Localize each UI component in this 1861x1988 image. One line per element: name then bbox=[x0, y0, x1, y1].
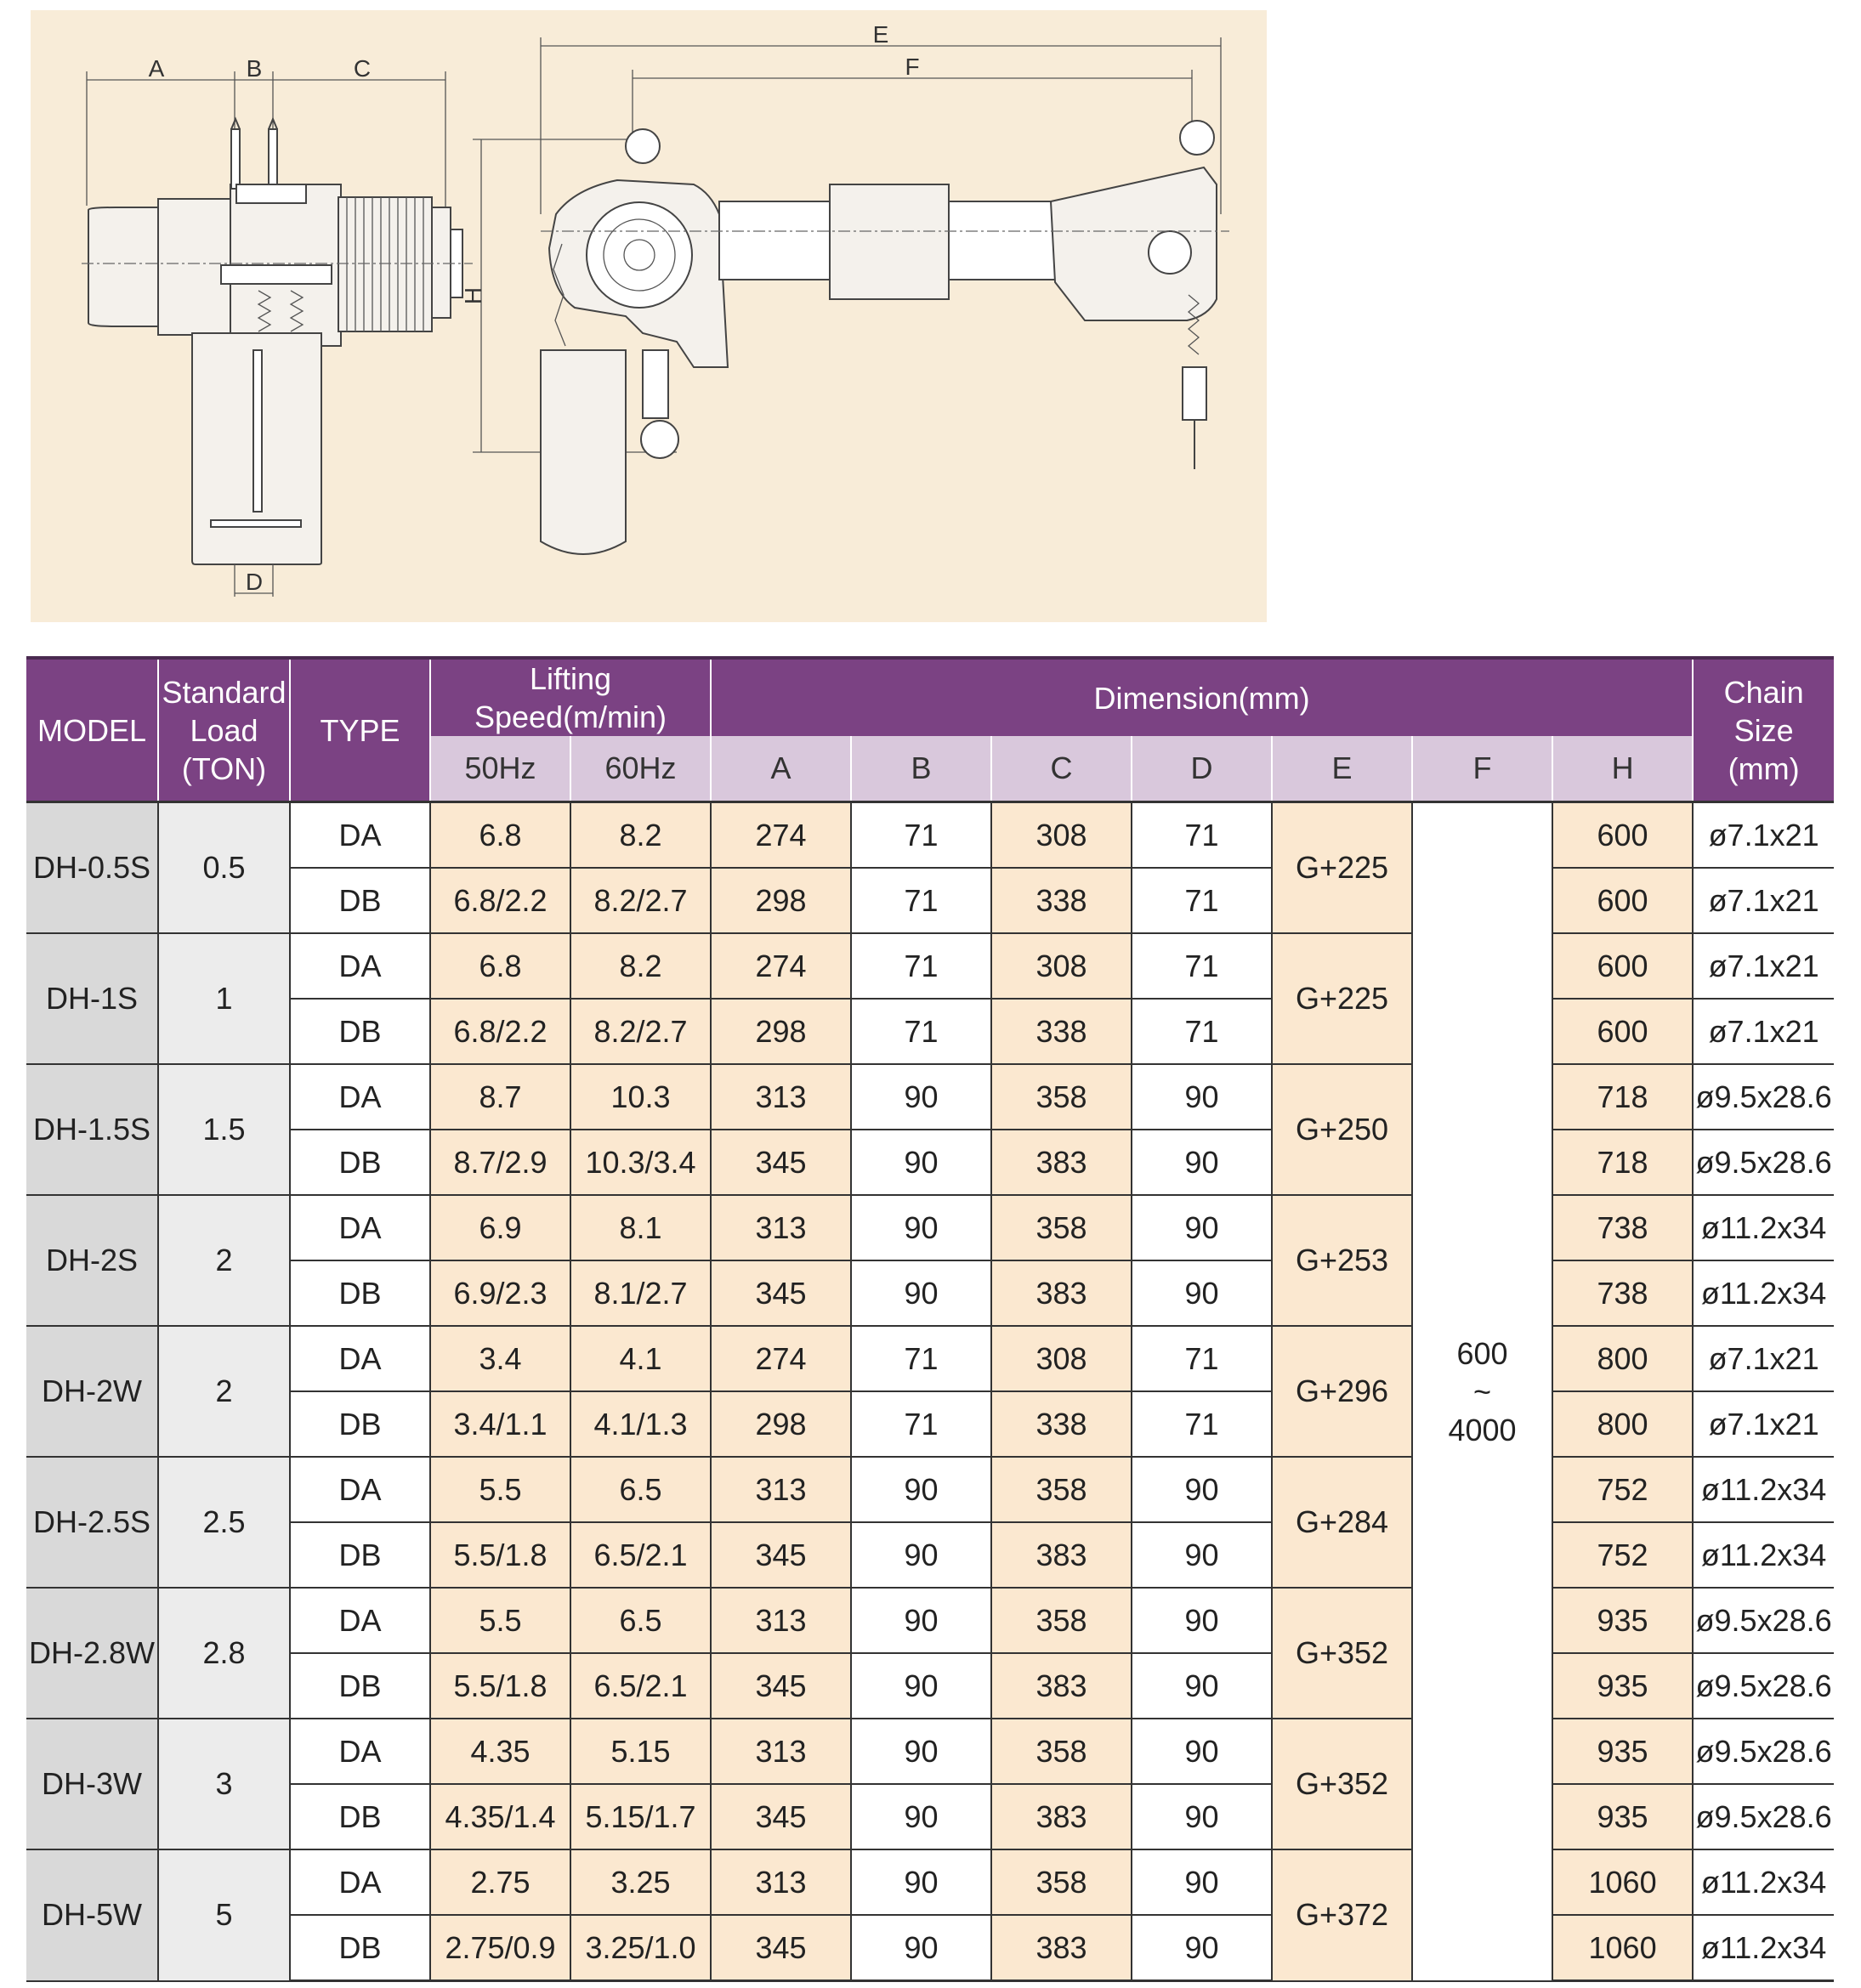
load-cell: 0.5 bbox=[158, 802, 290, 934]
type-cell: DB bbox=[290, 1522, 430, 1588]
dim-b-cell: 90 bbox=[851, 1260, 991, 1326]
header-dim-d: D bbox=[1132, 736, 1272, 802]
table-row bbox=[26, 1064, 1834, 1130]
dim-label-c: C bbox=[353, 55, 372, 82]
chain-size-cell: ø9.5x28.6 bbox=[1693, 1784, 1834, 1849]
table-row bbox=[26, 999, 1834, 1064]
speed-60hz-cell: 8.2/2.7 bbox=[570, 868, 711, 933]
dim-c-cell: 308 bbox=[991, 802, 1132, 869]
chain-size-cell: ø7.1x21 bbox=[1693, 999, 1834, 1064]
speed-50hz-cell: 5.5/1.8 bbox=[430, 1653, 570, 1719]
dim-label-a: A bbox=[148, 55, 165, 82]
dim-d-cell: 71 bbox=[1132, 868, 1272, 933]
dim-c-cell: 358 bbox=[991, 1849, 1132, 1915]
header-chain-size bbox=[1693, 658, 1834, 802]
header-dim-e: E bbox=[1272, 736, 1412, 802]
dim-c-cell: 383 bbox=[991, 1784, 1132, 1849]
dim-label-h: H bbox=[460, 286, 486, 305]
model-cell: DH-2W bbox=[26, 1326, 158, 1457]
speed-60hz-cell: 5.15 bbox=[570, 1719, 711, 1784]
dim-c-cell: 383 bbox=[991, 1130, 1132, 1195]
dim-h-cell: 1060 bbox=[1552, 1915, 1693, 1981]
dim-h-cell: 718 bbox=[1552, 1064, 1693, 1130]
speed-50hz-cell: 6.9/2.3 bbox=[430, 1260, 570, 1326]
dim-label-f: F bbox=[905, 54, 920, 80]
model-cell: DH-1.5S bbox=[26, 1064, 158, 1195]
header-dim-b: B bbox=[851, 736, 991, 802]
chain-size-cell: ø9.5x28.6 bbox=[1693, 1588, 1834, 1653]
dim-e-cell: G+352 bbox=[1272, 1719, 1412, 1849]
dim-e-cell: G+250 bbox=[1272, 1064, 1412, 1195]
dim-h-cell: 600 bbox=[1552, 868, 1693, 933]
type-cell: DA bbox=[290, 1195, 430, 1260]
type-cell: DA bbox=[290, 1588, 430, 1653]
dim-h-cell: 752 bbox=[1552, 1457, 1693, 1522]
dim-c-cell: 308 bbox=[991, 1326, 1132, 1391]
dim-a-cell: 298 bbox=[711, 999, 851, 1064]
speed-60hz-cell: 8.1 bbox=[570, 1195, 711, 1260]
dim-b-cell: 90 bbox=[851, 1457, 991, 1522]
dim-b-cell: 71 bbox=[851, 1391, 991, 1457]
load-cell: 3 bbox=[158, 1719, 290, 1849]
dim-d-cell: 90 bbox=[1132, 1784, 1272, 1849]
table-row bbox=[26, 1522, 1834, 1588]
speed-60hz-cell: 3.25/1.0 bbox=[570, 1915, 711, 1981]
dim-c-cell: 358 bbox=[991, 1195, 1132, 1260]
dim-b-cell: 90 bbox=[851, 1849, 991, 1915]
type-cell: DA bbox=[290, 1064, 430, 1130]
model-cell: DH-0.5S bbox=[26, 802, 158, 934]
speed-60hz-cell: 6.5 bbox=[570, 1457, 711, 1522]
table-body bbox=[26, 802, 1834, 1981]
load-cell: 5 bbox=[158, 1849, 290, 1981]
dim-a-cell: 274 bbox=[711, 802, 851, 869]
header-chain-size-line1: Chain bbox=[1723, 674, 1804, 710]
header-standard-load bbox=[158, 658, 290, 802]
dim-b-cell: 90 bbox=[851, 1522, 991, 1588]
table-row bbox=[26, 1849, 1834, 1915]
speed-50hz-cell: 5.5/1.8 bbox=[430, 1522, 570, 1588]
header-standard-load-line1: Standard bbox=[162, 674, 287, 710]
chain-size-cell: ø7.1x21 bbox=[1693, 933, 1834, 999]
dim-c-cell: 383 bbox=[991, 1260, 1132, 1326]
dim-h-cell: 600 bbox=[1552, 933, 1693, 999]
dim-h-cell: 752 bbox=[1552, 1522, 1693, 1588]
chain-size-cell: ø11.2x34 bbox=[1693, 1849, 1834, 1915]
header-dim-f: F bbox=[1412, 736, 1552, 802]
model-cell: DH-3W bbox=[26, 1719, 158, 1849]
type-cell: DB bbox=[290, 1653, 430, 1719]
dim-c-cell: 358 bbox=[991, 1588, 1132, 1653]
speed-60hz-cell: 8.2/2.7 bbox=[570, 999, 711, 1064]
dim-h-cell: 935 bbox=[1552, 1653, 1693, 1719]
speed-50hz-cell: 2.75/0.9 bbox=[430, 1915, 570, 1981]
table-row bbox=[26, 1195, 1834, 1260]
speed-50hz-cell: 6.8/2.2 bbox=[430, 868, 570, 933]
dim-d-cell: 71 bbox=[1132, 1326, 1272, 1391]
dim-d-cell: 90 bbox=[1132, 1195, 1272, 1260]
dim-b-cell: 90 bbox=[851, 1784, 991, 1849]
dim-e-cell: G+225 bbox=[1272, 802, 1412, 934]
speed-50hz-cell: 6.8 bbox=[430, 933, 570, 999]
table-row bbox=[26, 1784, 1834, 1849]
dim-f-line: 4000 bbox=[1448, 1412, 1517, 1447]
dim-h-cell: 738 bbox=[1552, 1195, 1693, 1260]
dim-a-cell: 274 bbox=[711, 1326, 851, 1391]
speed-50hz-cell: 3.4/1.1 bbox=[430, 1391, 570, 1457]
chain-size-cell: ø7.1x21 bbox=[1693, 802, 1834, 869]
type-cell: DA bbox=[290, 802, 430, 869]
dim-c-cell: 383 bbox=[991, 1522, 1132, 1588]
type-cell: DB bbox=[290, 868, 430, 933]
header-chain-size-line3: (mm) bbox=[1728, 750, 1800, 786]
dim-f-cell bbox=[1412, 802, 1552, 1981]
chain-size-cell: ø7.1x21 bbox=[1693, 1391, 1834, 1457]
model-cell: DH-2.8W bbox=[26, 1588, 158, 1719]
dim-d-cell: 71 bbox=[1132, 933, 1272, 999]
load-cell: 2.8 bbox=[158, 1588, 290, 1719]
chain-size-cell: ø11.2x34 bbox=[1693, 1260, 1834, 1326]
speed-50hz-cell: 5.5 bbox=[430, 1588, 570, 1653]
table-row bbox=[26, 1653, 1834, 1719]
type-cell: DA bbox=[290, 933, 430, 999]
dim-a-cell: 345 bbox=[711, 1130, 851, 1195]
chain-size-cell: ø9.5x28.6 bbox=[1693, 1130, 1834, 1195]
chain-size-cell: ø9.5x28.6 bbox=[1693, 1653, 1834, 1719]
chain-size-cell: ø7.1x21 bbox=[1693, 868, 1834, 933]
header-lifting-speed: Lifting Speed(m/min) bbox=[430, 658, 711, 736]
dim-a-cell: 298 bbox=[711, 1391, 851, 1457]
speed-50hz-cell: 6.9 bbox=[430, 1195, 570, 1260]
table-row bbox=[26, 1130, 1834, 1195]
table-row bbox=[26, 868, 1834, 933]
table-row bbox=[26, 933, 1834, 999]
dim-h-cell: 718 bbox=[1552, 1130, 1693, 1195]
dim-d-cell: 90 bbox=[1132, 1915, 1272, 1981]
dim-a-cell: 313 bbox=[711, 1457, 851, 1522]
table-row bbox=[26, 1457, 1834, 1522]
dim-a-cell: 274 bbox=[711, 933, 851, 999]
type-cell: DB bbox=[290, 1915, 430, 1981]
chain-size-cell: ø11.2x34 bbox=[1693, 1457, 1834, 1522]
speed-50hz-cell: 6.8 bbox=[430, 802, 570, 869]
dim-a-cell: 345 bbox=[711, 1522, 851, 1588]
dim-label-d: D bbox=[245, 569, 264, 595]
table-row bbox=[26, 1326, 1834, 1391]
speed-60hz-cell: 10.3 bbox=[570, 1064, 711, 1130]
speed-60hz-cell: 3.25 bbox=[570, 1849, 711, 1915]
dim-a-cell: 345 bbox=[711, 1915, 851, 1981]
table-row bbox=[26, 1915, 1834, 1981]
dim-b-cell: 90 bbox=[851, 1653, 991, 1719]
type-cell: DB bbox=[290, 1260, 430, 1326]
dim-d-cell: 90 bbox=[1132, 1130, 1272, 1195]
header-dim-c: C bbox=[991, 736, 1132, 802]
header-chain-size-line2: Size bbox=[1733, 712, 1794, 748]
hoist-dimension-drawing bbox=[31, 10, 1267, 622]
dim-c-cell: 308 bbox=[991, 933, 1132, 999]
type-cell: DA bbox=[290, 1326, 430, 1391]
dim-c-cell: 338 bbox=[991, 1391, 1132, 1457]
speed-60hz-cell: 5.15/1.7 bbox=[570, 1784, 711, 1849]
type-cell: DA bbox=[290, 1719, 430, 1784]
speed-60hz-cell: 6.5/2.1 bbox=[570, 1522, 711, 1588]
table-row bbox=[26, 1588, 1834, 1653]
speed-60hz-cell: 4.1 bbox=[570, 1326, 711, 1391]
header-50hz: 50Hz bbox=[430, 736, 570, 802]
dim-h-cell: 935 bbox=[1552, 1588, 1693, 1653]
dim-f-line: ~ bbox=[1473, 1373, 1492, 1409]
dim-e-cell: G+296 bbox=[1272, 1326, 1412, 1457]
load-cell: 1 bbox=[158, 933, 290, 1064]
dim-d-cell: 71 bbox=[1132, 999, 1272, 1064]
dim-c-cell: 358 bbox=[991, 1064, 1132, 1130]
dim-a-cell: 313 bbox=[711, 1719, 851, 1784]
dim-b-cell: 90 bbox=[851, 1915, 991, 1981]
speed-50hz-cell: 2.75 bbox=[430, 1849, 570, 1915]
speed-50hz-cell: 8.7/2.9 bbox=[430, 1130, 570, 1195]
chain-size-cell: ø11.2x34 bbox=[1693, 1915, 1834, 1981]
dim-e-cell: G+352 bbox=[1272, 1588, 1412, 1719]
dim-b-cell: 90 bbox=[851, 1064, 991, 1130]
header-dim-h: H bbox=[1552, 736, 1693, 802]
dim-c-cell: 383 bbox=[991, 1653, 1132, 1719]
dim-b-cell: 90 bbox=[851, 1588, 991, 1653]
model-cell: DH-5W bbox=[26, 1849, 158, 1981]
side-view bbox=[82, 55, 473, 597]
dim-a-cell: 313 bbox=[711, 1849, 851, 1915]
speed-50hz-cell: 6.8/2.2 bbox=[430, 999, 570, 1064]
type-cell: DB bbox=[290, 999, 430, 1064]
speed-60hz-cell: 8.1/2.7 bbox=[570, 1260, 711, 1326]
type-cell: DB bbox=[290, 1784, 430, 1849]
hoist-drawing-svg bbox=[31, 10, 1267, 622]
table-row bbox=[26, 802, 1834, 869]
dim-b-cell: 71 bbox=[851, 1326, 991, 1391]
load-cell: 2 bbox=[158, 1326, 290, 1457]
type-cell: DB bbox=[290, 1130, 430, 1195]
speed-60hz-cell: 8.2 bbox=[570, 802, 711, 869]
table-row bbox=[26, 1260, 1834, 1326]
header-standard-load-line2: Load bbox=[190, 712, 258, 748]
table-row bbox=[26, 1391, 1834, 1457]
dim-a-cell: 313 bbox=[711, 1588, 851, 1653]
dim-h-cell: 800 bbox=[1552, 1391, 1693, 1457]
header-dimension: Dimension(mm) bbox=[711, 658, 1693, 736]
dim-c-cell: 383 bbox=[991, 1915, 1132, 1981]
dim-b-cell: 90 bbox=[851, 1719, 991, 1784]
speed-50hz-cell: 5.5 bbox=[430, 1457, 570, 1522]
dim-h-cell: 1060 bbox=[1552, 1849, 1693, 1915]
dim-e-cell: G+225 bbox=[1272, 933, 1412, 1064]
dim-e-cell: G+284 bbox=[1272, 1457, 1412, 1588]
model-cell: DH-2.5S bbox=[26, 1457, 158, 1588]
speed-50hz-cell: 4.35/1.4 bbox=[430, 1784, 570, 1849]
dim-e-cell: G+372 bbox=[1272, 1849, 1412, 1981]
model-cell: DH-1S bbox=[26, 933, 158, 1064]
type-cell: DB bbox=[290, 1391, 430, 1457]
header-standard-load-line3: (TON) bbox=[181, 750, 267, 786]
dim-h-cell: 600 bbox=[1552, 999, 1693, 1064]
front-view bbox=[460, 21, 1229, 554]
dim-a-cell: 345 bbox=[711, 1784, 851, 1849]
speed-50hz-cell: 3.4 bbox=[430, 1326, 570, 1391]
dim-d-cell: 90 bbox=[1132, 1522, 1272, 1588]
dim-c-cell: 358 bbox=[991, 1719, 1132, 1784]
dim-a-cell: 345 bbox=[711, 1653, 851, 1719]
dim-b-cell: 90 bbox=[851, 1130, 991, 1195]
speed-60hz-cell: 6.5 bbox=[570, 1588, 711, 1653]
hoist-spec-table bbox=[26, 656, 1834, 1982]
dim-h-cell: 738 bbox=[1552, 1260, 1693, 1326]
dim-h-cell: 600 bbox=[1552, 802, 1693, 869]
dim-d-cell: 71 bbox=[1132, 1391, 1272, 1457]
table-header bbox=[26, 658, 1834, 802]
dim-d-cell: 71 bbox=[1132, 802, 1272, 869]
dim-c-cell: 338 bbox=[991, 999, 1132, 1064]
type-cell: DA bbox=[290, 1457, 430, 1522]
dim-a-cell: 313 bbox=[711, 1195, 851, 1260]
dim-d-cell: 90 bbox=[1132, 1064, 1272, 1130]
table-row bbox=[26, 1719, 1834, 1784]
load-cell: 1.5 bbox=[158, 1064, 290, 1195]
dim-a-cell: 345 bbox=[711, 1260, 851, 1326]
type-cell: DA bbox=[290, 1849, 430, 1915]
header-type: TYPE bbox=[290, 658, 430, 802]
header-model: MODEL bbox=[26, 658, 158, 802]
speed-60hz-cell: 10.3/3.4 bbox=[570, 1130, 711, 1195]
dim-d-cell: 90 bbox=[1132, 1653, 1272, 1719]
speed-60hz-cell: 8.2 bbox=[570, 933, 711, 999]
chain-size-cell: ø7.1x21 bbox=[1693, 1326, 1834, 1391]
dim-h-cell: 935 bbox=[1552, 1784, 1693, 1849]
dim-e-cell: G+253 bbox=[1272, 1195, 1412, 1326]
dim-d-cell: 90 bbox=[1132, 1588, 1272, 1653]
dim-d-cell: 90 bbox=[1132, 1849, 1272, 1915]
dim-f-line: 600 bbox=[1456, 1335, 1508, 1371]
chain-size-cell: ø9.5x28.6 bbox=[1693, 1064, 1834, 1130]
dim-b-cell: 71 bbox=[851, 999, 991, 1064]
dim-h-cell: 935 bbox=[1552, 1719, 1693, 1784]
dim-h-cell: 800 bbox=[1552, 1326, 1693, 1391]
model-cell: DH-2S bbox=[26, 1195, 158, 1326]
dim-d-cell: 90 bbox=[1132, 1260, 1272, 1326]
dim-b-cell: 90 bbox=[851, 1195, 991, 1260]
load-cell: 2 bbox=[158, 1195, 290, 1326]
header-60hz: 60Hz bbox=[570, 736, 711, 802]
header-dim-a: A bbox=[711, 736, 851, 802]
chain-size-cell: ø11.2x34 bbox=[1693, 1522, 1834, 1588]
speed-50hz-cell: 4.35 bbox=[430, 1719, 570, 1784]
load-cell: 2.5 bbox=[158, 1457, 290, 1588]
dim-d-cell: 90 bbox=[1132, 1457, 1272, 1522]
speed-60hz-cell: 4.1/1.3 bbox=[570, 1391, 711, 1457]
dim-d-cell: 90 bbox=[1132, 1719, 1272, 1784]
dim-b-cell: 71 bbox=[851, 868, 991, 933]
dim-label-b: B bbox=[246, 55, 263, 82]
dim-b-cell: 71 bbox=[851, 802, 991, 869]
speed-50hz-cell: 8.7 bbox=[430, 1064, 570, 1130]
chain-size-cell: ø11.2x34 bbox=[1693, 1195, 1834, 1260]
dim-b-cell: 71 bbox=[851, 933, 991, 999]
chain-size-cell: ø9.5x28.6 bbox=[1693, 1719, 1834, 1784]
dim-c-cell: 358 bbox=[991, 1457, 1132, 1522]
dim-c-cell: 338 bbox=[991, 868, 1132, 933]
dim-label-e: E bbox=[872, 21, 889, 48]
dim-a-cell: 298 bbox=[711, 868, 851, 933]
speed-60hz-cell: 6.5/2.1 bbox=[570, 1653, 711, 1719]
dim-a-cell: 313 bbox=[711, 1064, 851, 1130]
